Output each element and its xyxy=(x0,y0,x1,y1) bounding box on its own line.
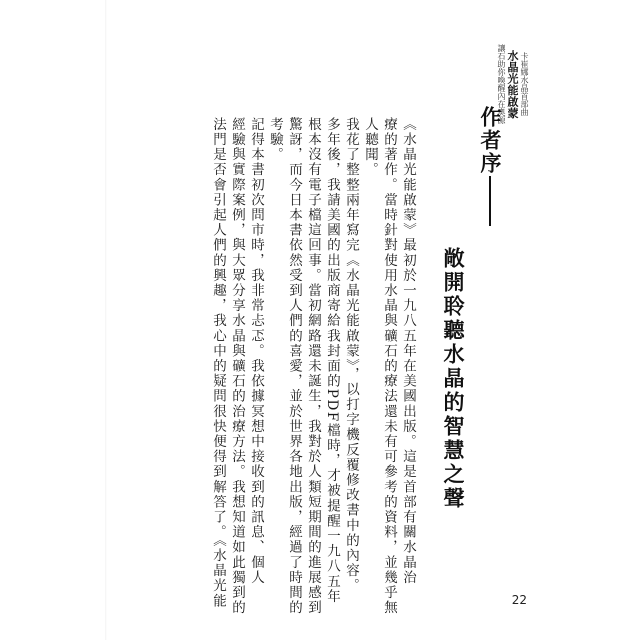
chapter-title: 敞開聆聽水晶的智慧之聲 xyxy=(441,247,466,511)
body-line: 考驗。 xyxy=(267,117,283,163)
body-line: 我花了整整兩年寫完《水晶光能啟蒙》，以打字機反覆修改書中的內容。 xyxy=(343,117,359,594)
chapter-dash xyxy=(489,176,491,226)
body-line: 法門是否會引起人們的興趣，我心中的疑問很快便得到解答了。《水晶光能 xyxy=(210,117,226,609)
page-number: 22 xyxy=(511,593,527,607)
body-line: 記得本書初次問市時，我非常忐忑。我依據冥想中接收到的訊息、個人 xyxy=(248,117,264,586)
body-line: 《水晶光能啟蒙》最初於一九八五年在美國出版。這是首部有關水晶治 xyxy=(400,117,416,586)
body-line: 驚訝，而今日本書依然受到人們的喜愛，並於世界各地出版，經過了時間的 xyxy=(286,117,302,616)
series-name: 卡崔娜水晶首部曲 xyxy=(520,52,529,116)
body-line: 多年後，我請美國的出版商寄給我封面的PDF檔時，才被提醒一九八五年 xyxy=(324,117,340,605)
book-title: 水晶光能啟蒙 xyxy=(506,49,519,119)
body-text xyxy=(74,117,416,616)
chapter-label: 作者序 xyxy=(478,106,502,175)
body-line: 經驗與實際案例，與大眾分享水晶與礦石的治療方法。我想知道如此獨到的 xyxy=(229,117,245,616)
book-subtitle: 讓石助你喚醒內在奧源 xyxy=(497,44,506,124)
body-line: 人聽聞。 xyxy=(362,117,378,178)
body-line: 療的著作。當時針對使用水晶與礦石的療法還未有可參考的資料，並幾乎無 xyxy=(381,117,397,616)
body-line: 根本沒有電子檔這回事。當初網路還未誕生，我對於人類短期間的進展感到 xyxy=(305,117,321,616)
